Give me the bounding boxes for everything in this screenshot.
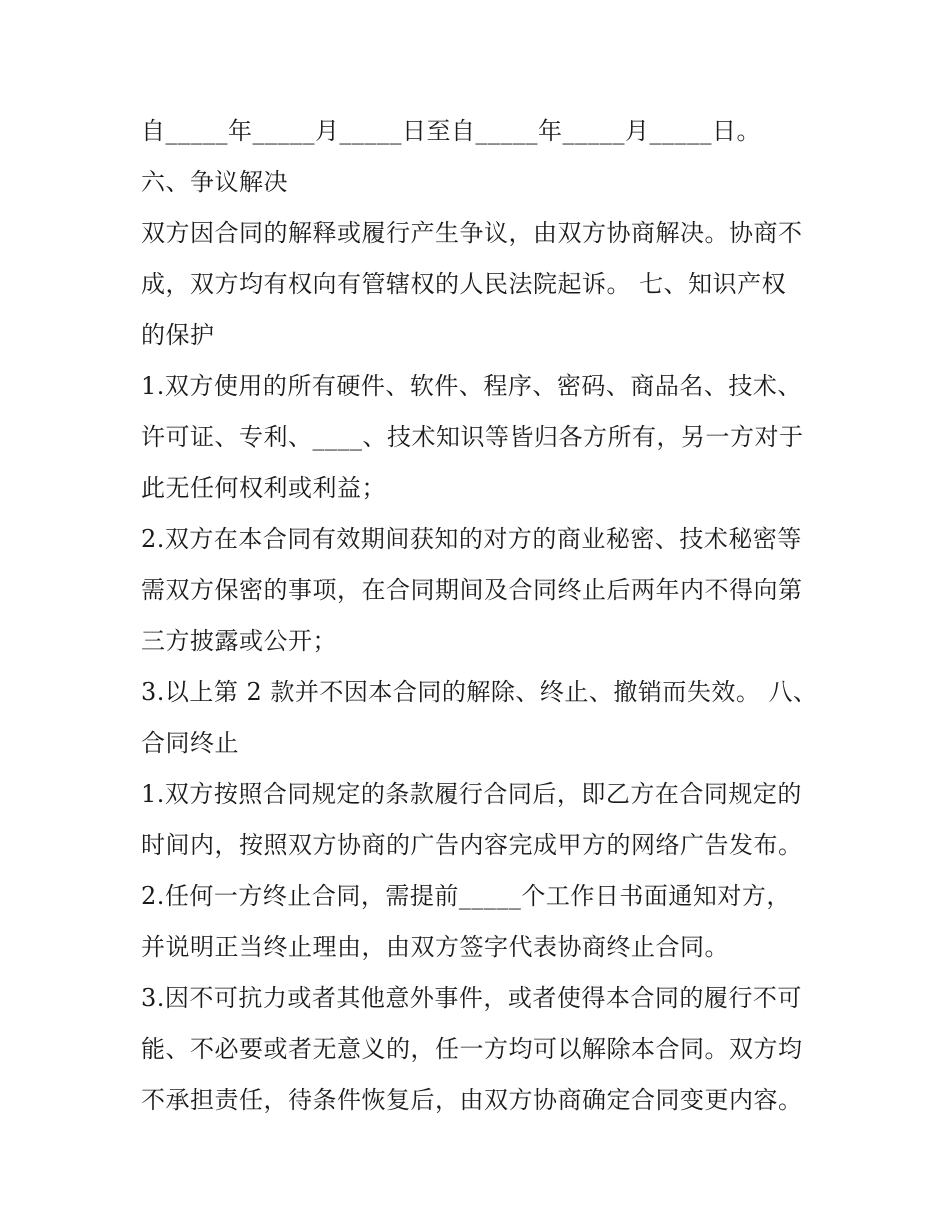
document-body [141,106,821,1126]
section-heading-termination: 合同终止 [141,729,239,757]
section-heading-dispute: 六、争议解决 [141,168,288,196]
clause-line: 3.以上第 2 款并不因本合同的解除、终止、撤销而失效。 八、 [141,678,818,706]
clause-line: 时间内，按照双方协商的广告内容完成甲方的网络广告发布。 [141,831,803,859]
clause-line: 此无任何权利或利益； [141,474,386,502]
clause-line: 1.双方使用的所有硬件、软件、程序、密码、商品名、技术、 [141,372,802,400]
clause-line: 不承担责任，待条件恢复后，由双方协商确定合同变更内容。 [141,1086,803,1114]
clause-line: 三方披露或公开； [141,627,337,655]
clause-line: 3.因不可抗力或者其他意外事件，或者使得本合同的履行不可 [141,984,802,1012]
clause-line: 并说明正当终止理由，由双方签字代表协商终止合同。 [141,933,729,961]
paragraph-line: 双方因合同的解释或履行产生争议，由双方协商解决。协商不 [141,219,803,247]
clause-line: 许可证、专利、____、技术知识等皆归各方所有，另一方对于 [141,423,804,451]
paragraph-line: 的保护 [141,321,215,349]
paragraph-line: 成，双方均有权向有管辖权的人民法院起诉。 七、知识产权 [141,270,787,298]
clause-line: 2.任何一方终止合同，需提前_____个工作日书面通知对方， [141,882,791,910]
clause-line: 需双方保密的事项，在合同期间及合同终止后两年内不得向第 [141,576,803,604]
clause-line: 能、不必要或者无意义的，任一方均可以解除本合同。双方均 [141,1035,803,1063]
clause-line: 1.双方按照合同规定的条款履行合同后，即乙方在合同规定的 [141,780,802,808]
clause-line: 2.双方在本合同有效期间获知的对方的商业秘密、技术秘密等 [141,525,802,553]
term-dates-line: 自_____年_____月_____日至自_____年_____月_____日。 [141,117,761,145]
